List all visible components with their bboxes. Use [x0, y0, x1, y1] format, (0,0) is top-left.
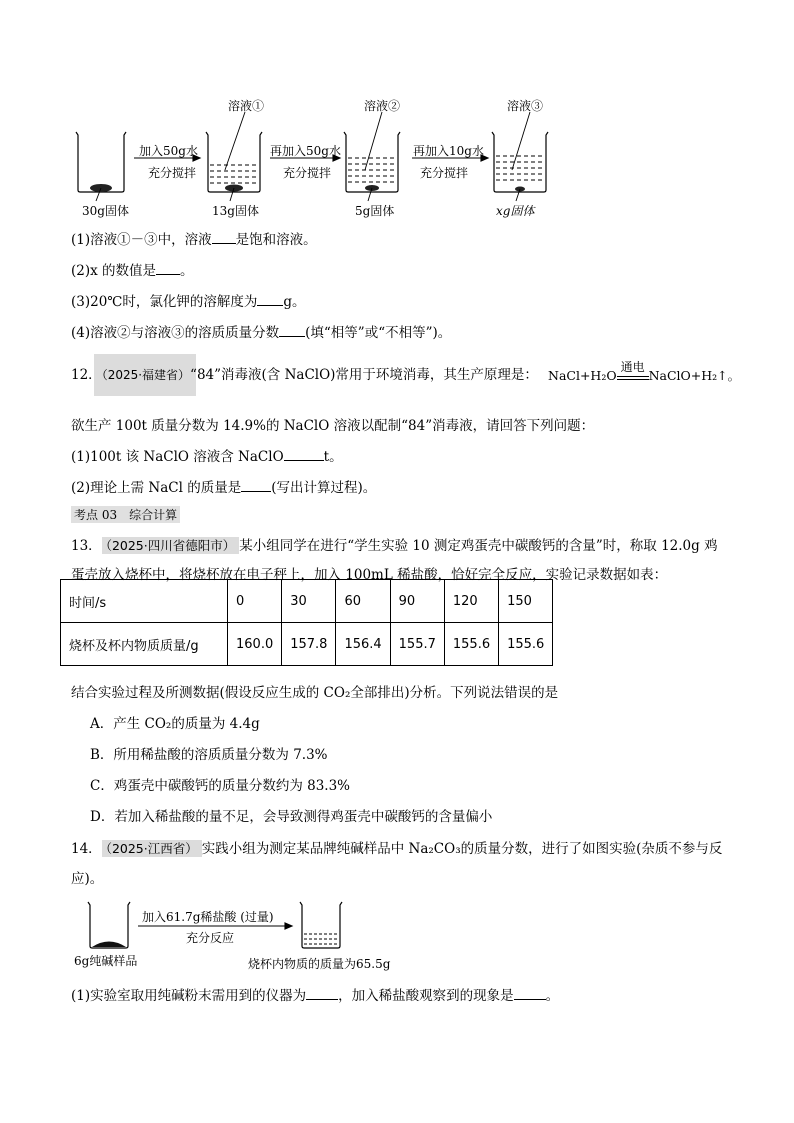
table-row	[61, 580, 553, 623]
table-cell: 156.4	[336, 623, 390, 666]
q14-arrow-top: 加入61.7g稀盐酸 (过量)	[142, 910, 274, 924]
table-cell: 160.0	[228, 623, 282, 666]
arrow3-bottom-text: 充分搅拌	[420, 166, 469, 180]
table-cell: 时间/s	[61, 580, 228, 623]
q13-option-d[interactable]: D．若加入稀盐酸的量不足，会导致测得鸡蛋壳中碳酸钙的含量偏小	[90, 809, 493, 825]
q12-part1: (1)100t 该 NaClO 溶液含 NaClO t。	[71, 449, 343, 465]
arrow1-top-text: 加入50g水	[139, 144, 198, 158]
q14-sample-label: 6g纯碱样品	[74, 954, 138, 968]
label-solution-2: 溶液②	[364, 99, 401, 113]
q11-part1: (1)溶液①－③中，溶液 是饱和溶液。	[71, 232, 317, 248]
table-cell: 155.6	[499, 623, 553, 666]
q12-stem: 12．（2025·福建省）“84”消毒液(含 NaClO)常用于环境消毒，其生产原理是：	[71, 367, 538, 383]
arrow2-bottom-text: 充分搅拌	[283, 166, 332, 180]
q13-stem-line1: 13． （2025·四川省德阳市） 某小组同学在进行“学生实验 10 测定鸡蛋壳中碳酸钙的含量”时，称取 12.0g 鸡	[71, 538, 718, 554]
q13-stem-line2: 蛋壳放入烧杯中，将烧杯放在电子秤上，加入 100mL 稀盐酸，恰好完全反应，实验记录数据如表：	[71, 567, 668, 583]
q11-part4: (4)溶液②与溶液③的溶质质量分数 (填“相等”或“不相等”)。	[71, 325, 452, 341]
table-cell: 155.6	[444, 623, 498, 666]
q12-equation: NaCl+H₂O 通电 NaClO+H₂↑。	[548, 360, 741, 383]
data-table	[60, 579, 553, 666]
q12-part2: (2)理论上需 NaCl 的质量是 (写出计算过程)。	[71, 480, 377, 496]
table-cell: 155.7	[390, 623, 444, 666]
table-cell: 90	[390, 580, 444, 623]
q14-stem-line1: 14． （2025·江西省） 实践小组为测定某品牌纯碱样品中 Na₂CO₃的质量分数，进行了如图实验(杂质不参与反	[71, 841, 723, 857]
label-solution-3: 溶液③	[507, 99, 544, 113]
section-heading: 考点 03 综合计算	[71, 506, 180, 523]
table-cell: 120	[444, 580, 498, 623]
q11-part3: (3)20℃时，氯化钾的溶解度为 g。	[71, 294, 306, 310]
q13-analysis: 结合实验过程及所测数据(假设反应生成的 CO₂全部排出)分析。下列说法错误的是	[71, 685, 559, 701]
q14-result-label: 烧杯内物质的质量为65.5g	[248, 957, 391, 971]
arrow3-top-text: 再加入10g水	[413, 144, 484, 158]
q12-line2: 欲生产 100t 质量分数为 14.9%的 NaClO 溶液以配制“84”消毒液，请回答下列问题：	[71, 418, 595, 434]
table-cell: 157.8	[282, 623, 336, 666]
table-row	[61, 623, 553, 666]
solid-label-1: 13g固体	[212, 204, 259, 218]
table-cell: 烧杯及杯内物质质量/g	[61, 623, 228, 666]
q13-option-a[interactable]: A．产生 CO₂的质量为 4.4g	[90, 716, 260, 732]
titration-diagram	[70, 898, 450, 958]
q11-part2: (2)x 的数值是 。	[71, 263, 194, 279]
q14-part1: (1)实验室取用纯碱粉末需用到的仪器为 ，加入稀盐酸观察到的现象是 。	[71, 988, 560, 1004]
q13-option-b[interactable]: B．所用稀盐酸的溶质质量分数为 7.3%	[90, 747, 328, 763]
table-cell: 60	[336, 580, 390, 623]
q14-arrow-bottom: 充分反应	[186, 931, 235, 945]
table-cell: 0	[228, 580, 282, 623]
solid-label-2: 5g固体	[355, 204, 395, 218]
label-solution-1: 溶液①	[228, 99, 265, 113]
table-cell: 30	[282, 580, 336, 623]
arrow2-top-text: 再加入50g水	[270, 144, 341, 158]
table-cell: 150	[499, 580, 553, 623]
solid-label-0: 30g固体	[82, 204, 129, 218]
solid-label-3: xg固体	[496, 204, 535, 218]
q13-option-c[interactable]: C．鸡蛋壳中碳酸钙的质量分数约为 83.3%	[90, 778, 351, 794]
q14-stem-line2: 应)。	[71, 871, 104, 887]
arrow1-bottom-text: 充分搅拌	[148, 166, 197, 180]
